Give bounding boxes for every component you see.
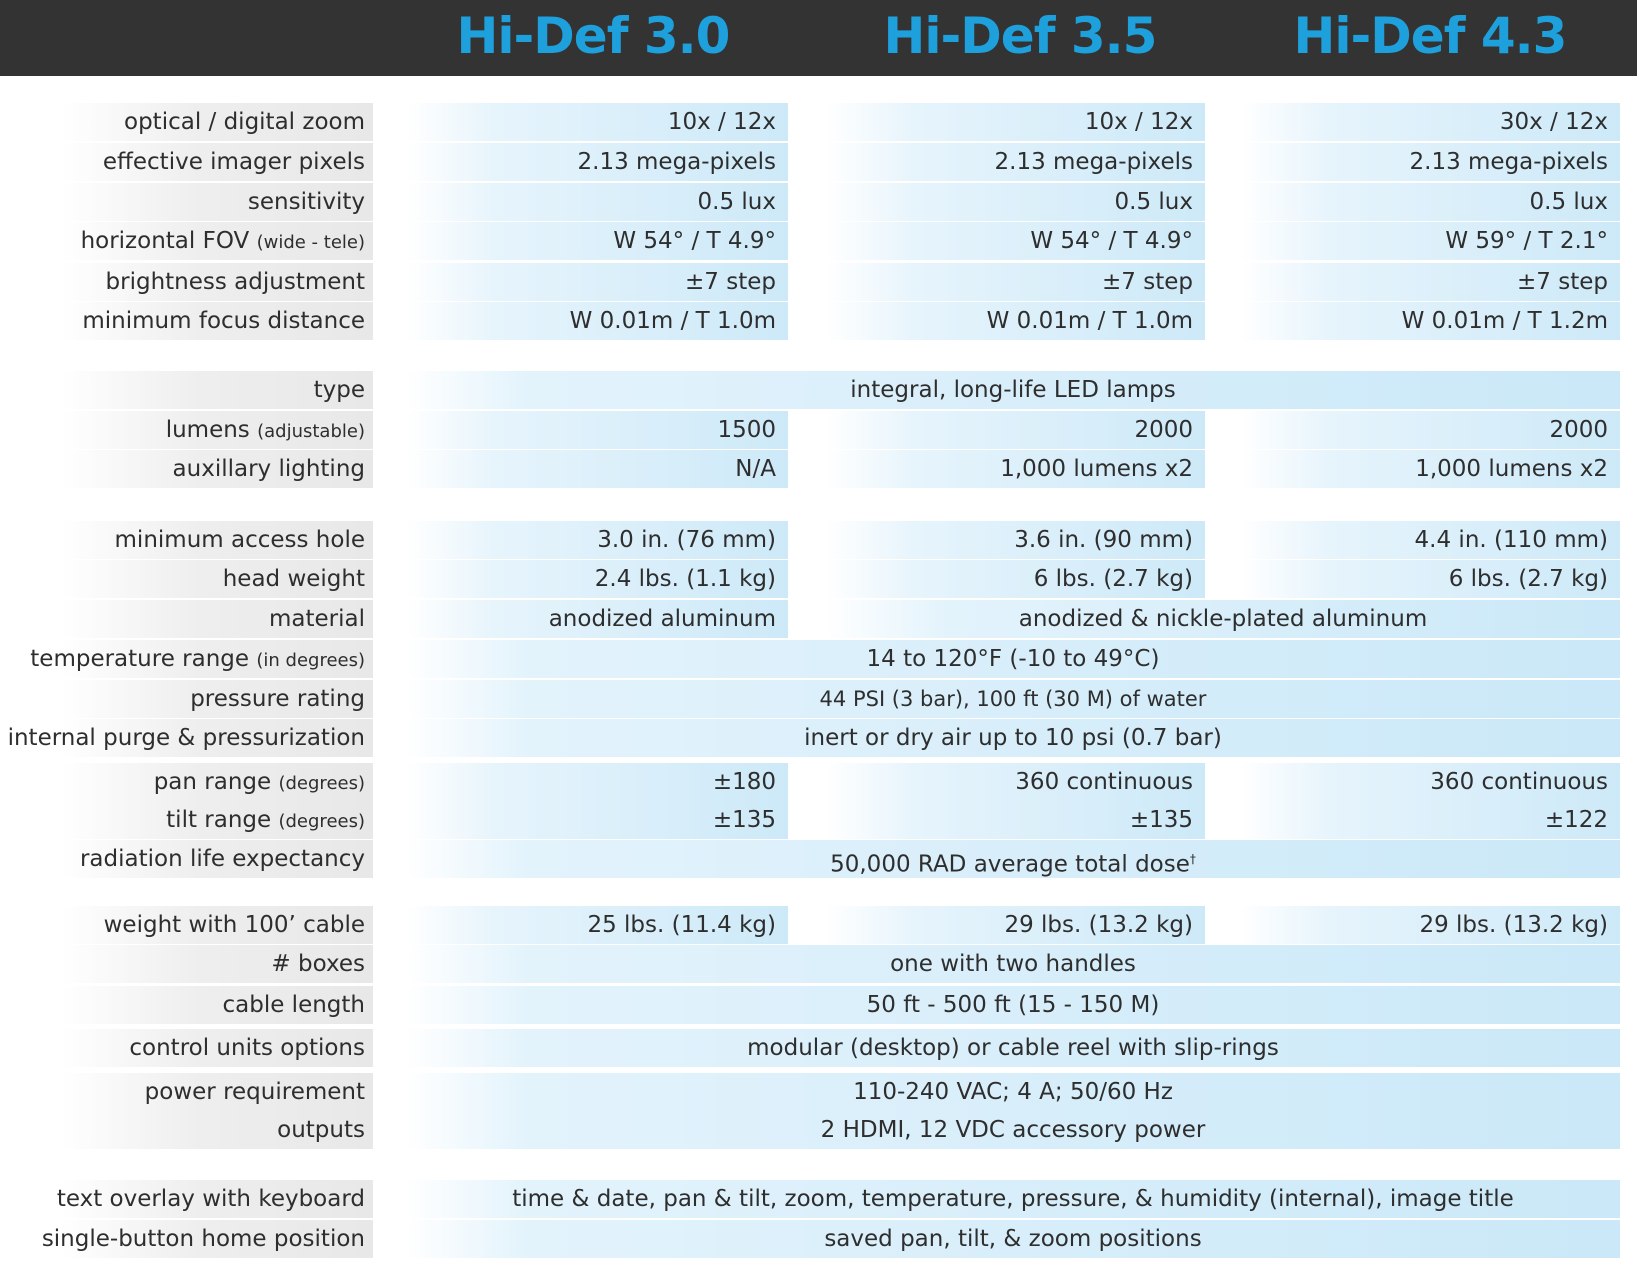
spec-row bbox=[0, 1111, 1637, 1149]
spec-label bbox=[0, 801, 373, 839]
spec-label-text: radiation life expectancy bbox=[79, 846, 365, 872]
spec-value: 2000 bbox=[826, 411, 1205, 449]
spec-value: 1500 bbox=[406, 411, 788, 449]
spec-row bbox=[0, 411, 1637, 449]
spec-row bbox=[0, 600, 1637, 638]
spec-label-text: optical / digital zoom bbox=[124, 109, 365, 135]
spec-row bbox=[0, 371, 1637, 409]
spec-row bbox=[0, 1180, 1637, 1218]
spec-label-text: cable length bbox=[222, 992, 365, 1018]
spec-value: ±7 step bbox=[1240, 263, 1620, 301]
spec-value: 29 lbs. (13.2 kg) bbox=[1240, 906, 1620, 944]
spec-value: 110-240 VAC; 4 A; 50/60 Hz bbox=[406, 1073, 1620, 1111]
spec-label-text: lumens bbox=[165, 417, 250, 443]
spec-label-text: single-button home position bbox=[41, 1226, 365, 1252]
spec-value: 10x / 12x bbox=[406, 103, 788, 141]
spec-label-text: effective imager pixels bbox=[102, 149, 365, 175]
spec-value: W 0.01m / T 1.0m bbox=[826, 302, 1205, 340]
spec-value: 3.6 in. (90 mm) bbox=[826, 521, 1205, 559]
spec-value: ±180 bbox=[406, 763, 788, 801]
spec-label-text: # boxes bbox=[271, 951, 365, 977]
spec-label bbox=[0, 600, 373, 638]
model-title-hd43: Hi-Def 4.3 bbox=[1293, 7, 1567, 65]
spec-label bbox=[0, 680, 373, 718]
spec-label bbox=[0, 103, 373, 141]
spec-value: W 0.01m / T 1.0m bbox=[406, 302, 788, 340]
spec-label-text: tilt range bbox=[166, 807, 272, 833]
spec-label bbox=[0, 450, 373, 488]
spec-row bbox=[0, 640, 1637, 678]
spec-row bbox=[0, 680, 1637, 718]
spec-row bbox=[0, 183, 1637, 221]
spec-label bbox=[0, 371, 373, 409]
spec-value: N/A bbox=[406, 450, 788, 488]
spec-row bbox=[0, 450, 1637, 488]
spec-row bbox=[0, 1220, 1637, 1258]
spec-label bbox=[0, 906, 373, 944]
spec-value: 10x / 12x bbox=[826, 103, 1205, 141]
spec-label-text: pressure rating bbox=[190, 686, 365, 712]
spec-value: W 54° / T 4.9° bbox=[406, 222, 788, 260]
spec-value: one with two handles bbox=[406, 945, 1620, 983]
spec-value: 6 lbs. (2.7 kg) bbox=[826, 560, 1205, 598]
spec-label-qualifier: (adjustable) bbox=[257, 421, 365, 442]
spec-value: saved pan, tilt, & zoom positions bbox=[406, 1220, 1620, 1258]
spec-value: ±7 step bbox=[406, 263, 788, 301]
spec-label-text: internal purge & pressurization bbox=[7, 725, 365, 751]
spec-row bbox=[0, 945, 1637, 983]
spec-value: anodized & nickle-plated aluminum bbox=[826, 600, 1620, 638]
spec-row bbox=[0, 801, 1637, 839]
footnote-mark: † bbox=[1189, 852, 1196, 866]
spec-value: 2 HDMI, 12 VDC accessory power bbox=[406, 1111, 1620, 1149]
spec-label-text: minimum focus distance bbox=[82, 308, 365, 334]
spec-label bbox=[0, 302, 373, 340]
spec-value: 2.13 mega-pixels bbox=[1240, 143, 1620, 181]
spec-row bbox=[0, 1073, 1637, 1111]
spec-label-text: horizontal FOV bbox=[80, 228, 250, 254]
spec-value: 2.4 lbs. (1.1 kg) bbox=[406, 560, 788, 598]
spec-value: 0.5 lux bbox=[406, 183, 788, 221]
spec-label-text: control units options bbox=[129, 1035, 365, 1061]
spec-label bbox=[0, 840, 373, 878]
spec-label bbox=[0, 1180, 373, 1218]
spec-label bbox=[0, 521, 373, 559]
spec-label bbox=[0, 763, 373, 801]
spec-label-text: pan range bbox=[153, 769, 272, 795]
spec-value: inert or dry air up to 10 psi (0.7 bar) bbox=[406, 719, 1620, 757]
spec-value: 29 lbs. (13.2 kg) bbox=[826, 906, 1205, 944]
spec-label bbox=[0, 1073, 373, 1111]
spec-label-qualifier: (in degrees) bbox=[256, 650, 365, 671]
spec-label bbox=[0, 560, 373, 598]
spec-label bbox=[0, 986, 373, 1024]
spec-label-qualifier: (degrees) bbox=[278, 773, 365, 794]
spec-label-text: brightness adjustment bbox=[105, 269, 365, 295]
spec-value: 3.0 in. (76 mm) bbox=[406, 521, 788, 559]
spec-value: integral, long-life LED lamps bbox=[406, 371, 1620, 409]
spec-label bbox=[0, 263, 373, 301]
spec-label-qualifier: (wide - tele) bbox=[256, 232, 365, 253]
spec-value: ±7 step bbox=[826, 263, 1205, 301]
spec-value: 6 lbs. (2.7 kg) bbox=[1240, 560, 1620, 598]
spec-label-text: weight with 100’ cable bbox=[103, 912, 365, 938]
model-title-hd35: Hi-Def 3.5 bbox=[883, 7, 1157, 65]
spec-value: modular (desktop) or cable reel with slip-rings bbox=[406, 1029, 1620, 1067]
model-title-hd30: Hi-Def 3.0 bbox=[456, 7, 730, 65]
spec-value: 2.13 mega-pixels bbox=[826, 143, 1205, 181]
spec-value: ±122 bbox=[1240, 801, 1620, 839]
spec-row bbox=[0, 840, 1637, 878]
spec-value: 4.4 in. (110 mm) bbox=[1240, 521, 1620, 559]
spec-value: 360 continuous bbox=[1240, 763, 1620, 801]
spec-row bbox=[0, 719, 1637, 757]
spec-value: ±135 bbox=[406, 801, 788, 839]
spec-value: ±135 bbox=[826, 801, 1205, 839]
spec-label bbox=[0, 411, 373, 449]
spec-value: 0.5 lux bbox=[826, 183, 1205, 221]
spec-row bbox=[0, 263, 1637, 301]
spec-row bbox=[0, 103, 1637, 141]
spec-label bbox=[0, 1111, 373, 1149]
spec-label bbox=[0, 1220, 373, 1258]
spec-value: 30x / 12x bbox=[1240, 103, 1620, 141]
spec-row bbox=[0, 302, 1637, 340]
spec-value: W 0.01m / T 1.2m bbox=[1240, 302, 1620, 340]
spec-label-qualifier: (degrees) bbox=[278, 811, 365, 832]
spec-label bbox=[0, 143, 373, 181]
spec-label-text: outputs bbox=[277, 1117, 365, 1143]
spec-label-text: temperature range bbox=[30, 646, 250, 672]
spec-row bbox=[0, 143, 1637, 181]
spec-label bbox=[0, 183, 373, 221]
spec-value: 1,000 lumens x2 bbox=[1240, 450, 1620, 488]
spec-label bbox=[0, 719, 373, 757]
spec-label-text: auxillary lighting bbox=[172, 456, 365, 482]
spec-label-text: power requirement bbox=[144, 1079, 365, 1105]
spec-label-text: head weight bbox=[222, 566, 365, 592]
spec-value: 2000 bbox=[1240, 411, 1620, 449]
spec-label-text: text overlay with keyboard bbox=[56, 1186, 365, 1212]
spec-row bbox=[0, 906, 1637, 944]
spec-value: 1,000 lumens x2 bbox=[826, 450, 1205, 488]
spec-row bbox=[0, 763, 1637, 801]
spec-value: 50 ft - 500 ft (15 - 150 M) bbox=[406, 986, 1620, 1024]
spec-value: 50,000 RAD average total dose† bbox=[406, 840, 1620, 878]
spec-value: 14 to 120°F (-10 to 49°C) bbox=[406, 640, 1620, 678]
spec-value: anodized aluminum bbox=[406, 600, 788, 638]
spec-value: time & date, pan & tilt, zoom, temperature, pressure, & humidity (internal), image title bbox=[406, 1180, 1620, 1218]
spec-value: 44 PSI (3 bar), 100 ft (30 M) of water bbox=[406, 680, 1620, 718]
spec-label-text: minimum access hole bbox=[114, 527, 365, 553]
spec-value: 360 continuous bbox=[826, 763, 1205, 801]
spec-label-text: sensitivity bbox=[247, 189, 365, 215]
spec-row bbox=[0, 521, 1637, 559]
spec-row bbox=[0, 1029, 1637, 1067]
spec-value: 25 lbs. (11.4 kg) bbox=[406, 906, 788, 944]
spec-label-text: type bbox=[313, 377, 365, 403]
spec-label-text: material bbox=[269, 606, 365, 632]
spec-value: 0.5 lux bbox=[1240, 183, 1620, 221]
spec-label bbox=[0, 640, 373, 678]
spec-label bbox=[0, 222, 373, 260]
spec-row bbox=[0, 986, 1637, 1024]
spec-value: W 54° / T 4.9° bbox=[826, 222, 1205, 260]
spec-row bbox=[0, 560, 1637, 598]
spec-row bbox=[0, 222, 1637, 260]
spec-value: 2.13 mega-pixels bbox=[406, 143, 788, 181]
spec-value: W 59° / T 2.1° bbox=[1240, 222, 1620, 260]
spec-label bbox=[0, 1029, 373, 1067]
spec-label bbox=[0, 945, 373, 983]
